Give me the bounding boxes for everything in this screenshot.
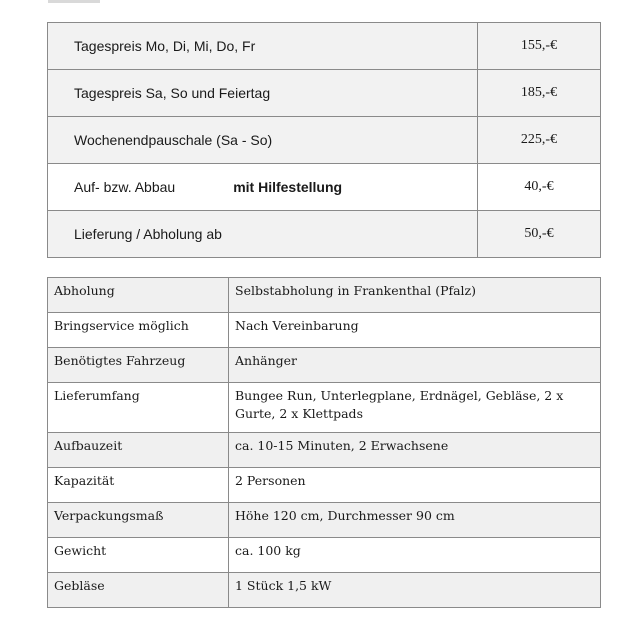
detail-key: Abholung <box>48 278 229 313</box>
table-row <box>48 573 601 608</box>
table-row <box>48 468 601 503</box>
price-row <box>48 211 601 258</box>
table-row <box>48 433 601 468</box>
table-row <box>48 383 601 433</box>
price-label: Tagespreis Sa, So und Feiertag <box>48 70 478 117</box>
detail-value: Nach Vereinbarung <box>229 313 601 348</box>
detail-value: Anhänger <box>229 348 601 383</box>
price-label: Lieferung / Abholung ab <box>48 211 478 258</box>
table-row <box>48 538 601 573</box>
price-row <box>48 164 601 211</box>
price-value: 225,-€ <box>478 117 601 164</box>
detail-key: Gebläse <box>48 573 229 608</box>
details-table <box>47 277 601 608</box>
detail-value: ca. 100 kg <box>229 538 601 573</box>
detail-value: Selbstabholung in Frankenthal (Pfalz) <box>229 278 601 313</box>
price-label: Tagespreis Mo, Di, Mi, Do, Fr <box>48 23 478 70</box>
table-row <box>48 348 601 383</box>
detail-value: Höhe 120 cm, Durchmesser 90 cm <box>229 503 601 538</box>
price-row <box>48 117 601 164</box>
detail-key: Kapazität <box>48 468 229 503</box>
table-row <box>48 313 601 348</box>
price-label: Wochenendpauschale (Sa - So) <box>48 117 478 164</box>
price-label-cell <box>48 164 478 211</box>
table-row <box>48 503 601 538</box>
price-value: 40,-€ <box>478 164 601 211</box>
price-row <box>48 23 601 70</box>
detail-key: Gewicht <box>48 538 229 573</box>
detail-value: ca. 10-15 Minuten, 2 Erwachsene <box>229 433 601 468</box>
price-row <box>48 70 601 117</box>
detail-value: Bungee Run, Unterlegplane, Erdnägel, Gebläse, 2 x Gurte, 2 x Klettpads <box>229 383 601 433</box>
price-value: 185,-€ <box>478 70 601 117</box>
detail-key: Aufbauzeit <box>48 433 229 468</box>
price-value: 50,-€ <box>478 211 601 258</box>
price-extra: mit Hilfestellung <box>233 179 343 195</box>
detail-key: Lieferumfang <box>48 383 229 433</box>
detail-value: 1 Stück 1,5 kW <box>229 573 601 608</box>
detail-key: Benötigtes Fahrzeug <box>48 348 229 383</box>
table-row <box>48 278 601 313</box>
detail-value: 2 Personen <box>229 468 601 503</box>
top-mark <box>48 0 100 3</box>
detail-key: Verpackungsmaß <box>48 503 229 538</box>
detail-key: Bringservice möglich <box>48 313 229 348</box>
price-label: Auf- bzw. Abbau <box>74 179 176 195</box>
price-table <box>47 22 601 258</box>
price-value: 155,-€ <box>478 23 601 70</box>
